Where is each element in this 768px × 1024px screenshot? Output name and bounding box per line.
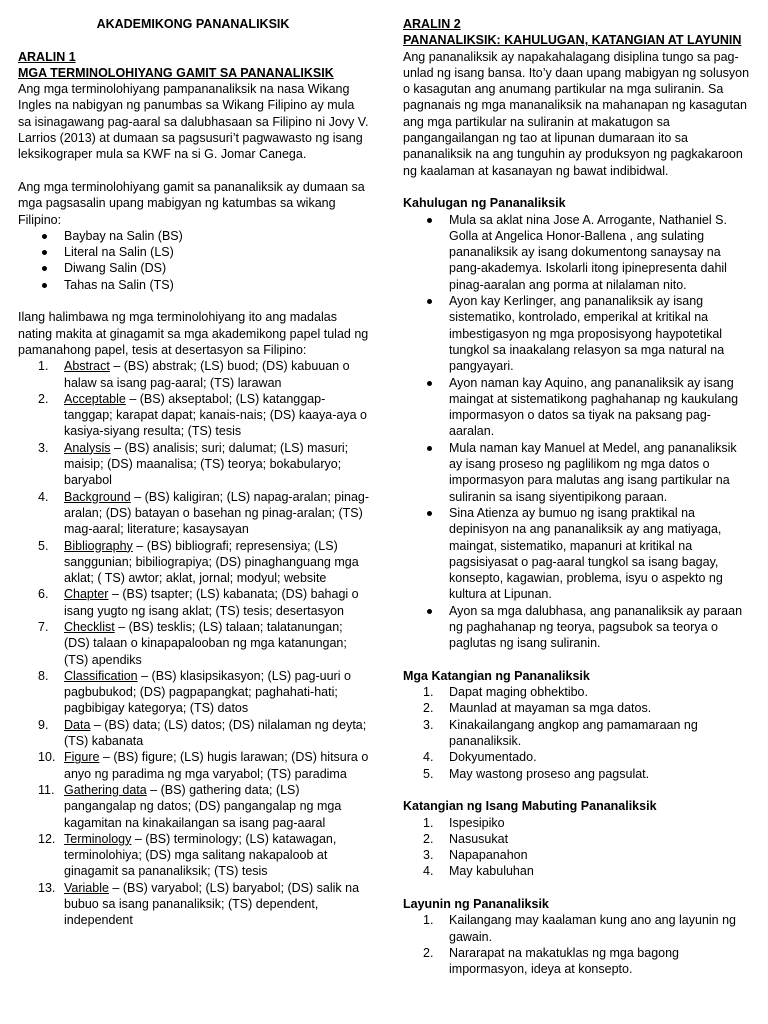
right-column bbox=[403, 16, 753, 978]
list-item bbox=[403, 847, 753, 863]
lesson-2-label: ARALIN 2 bbox=[403, 17, 461, 31]
term-name: Bibliography bbox=[64, 538, 133, 553]
list-item bbox=[18, 880, 370, 929]
list-item bbox=[403, 863, 753, 879]
lesson-1-label: ARALIN 1 bbox=[18, 49, 76, 64]
list-item: Tahas na Salin (TS) bbox=[18, 277, 370, 293]
term-name: Variable bbox=[64, 880, 109, 895]
list-item bbox=[403, 831, 753, 847]
list-item: Diwang Salin (DS) bbox=[18, 260, 370, 276]
item-text: Maunlad at mayaman sa mga datos. bbox=[449, 701, 652, 716]
term-name: Terminology bbox=[64, 831, 132, 846]
layunin-heading: Layunin ng Pananaliksik bbox=[403, 897, 549, 912]
kahulugan-list bbox=[403, 212, 753, 652]
list-item: Mula naman kay Manuel at Medel, ang pananaliksik ay isang proseso ng paglilikom ng mga datos o impormasyon para malutas ang isang partikular na suliranin sa isang siyentipikong paraan. bbox=[403, 440, 753, 505]
item-text: May wastong proseso ang pagsulat. bbox=[449, 766, 650, 781]
item-text: Kailangang may kaalaman kung ano ang layunin ng gawain. bbox=[449, 913, 737, 944]
term-name: Chapter bbox=[64, 587, 109, 602]
term-name: Checklist bbox=[64, 619, 115, 634]
term-definition: – (BS) data; (LS) datos; (DS) nilalaman ng deyta; (TS) kabanata bbox=[64, 717, 367, 749]
item-number: 1. bbox=[423, 913, 434, 928]
item-text: Dapat maging obhektibo. bbox=[449, 685, 588, 700]
item-number: 13. bbox=[38, 880, 56, 895]
list-item bbox=[403, 717, 753, 750]
list-item bbox=[403, 912, 753, 945]
lesson-1-intro: Ang mga terminolohiyang pampananaliksik na nasa Wikang Ingles na nabigyan ng panumbas sa Wikang Filipino ay mula sa isinagawang pag-aaral sa dalubhasaan sa Filipino ni Jovy V. Larrios (2013) at dumaan sa pagsusuri’t pagwawasto ng isang leksikograper mula sa KWF na si G. Jomar Canega. bbox=[18, 82, 369, 162]
list-item: Ayon sa mga dalubhasa, ang pananaliksik ay paraan ng paghahanap ng teorya, pagsubok sa teorya o paglutas ng isang suliranin. bbox=[403, 603, 753, 652]
item-text: Ispesipiko bbox=[449, 815, 505, 830]
term-definition: – (BS) analisis; suri; dalumat; (LS) masuri; maisip; (DS) maanalisa; (TS) teorya; bokabularyo; baryabol bbox=[64, 440, 349, 488]
item-number: 4. bbox=[38, 489, 49, 504]
term-definition: – (BS) tsapter; (LS) kabanata; (DS) bahagi o isang yugto ng isang aklat; (TS) tesis; desertasyon bbox=[64, 587, 359, 618]
term-definition: – (BS) figure; (LS) hugis larawan; (DS) hitsura o anyo ng paradima ng mga varyabol; (TS) paradima bbox=[64, 750, 369, 781]
layunin-list bbox=[403, 912, 753, 977]
list-item bbox=[18, 749, 370, 782]
item-number: 2. bbox=[423, 945, 434, 960]
term-name: Figure bbox=[64, 750, 100, 765]
item-number: 4. bbox=[423, 864, 434, 879]
list-item bbox=[403, 766, 753, 782]
term-definition: – (BS) abstrak; (LS) buod; (DS) kabuuan o halaw sa isang pag-aaral; (TS) larawan bbox=[64, 359, 350, 390]
item-number: 1. bbox=[423, 815, 434, 830]
term-definition: – (BS) kaligiran; (LS) napag-aralan; pinag-aralan; (DS) batayan o basehan ng pinag-aralan; (TS) mag-aaral; literature; kasaysayan bbox=[64, 489, 370, 537]
mabuting-pananaliksik-list bbox=[403, 815, 753, 880]
list-item bbox=[18, 358, 370, 391]
list-item bbox=[18, 717, 370, 750]
item-number: 1. bbox=[38, 359, 49, 374]
list-item bbox=[18, 831, 370, 880]
item-number: 9. bbox=[38, 717, 49, 732]
list-item: Mula sa aklat nina Jose A. Arrogante, Nathaniel S. Golla at Angelica Honor-Ballena , ang sulating pananaliksik ay isang dokumentong sanaysay na pang-akademya. Iskolarli itong ipinepresenta dahil pinag-aaralan ang porma at nilalaman nito. bbox=[403, 212, 753, 293]
item-number: 6. bbox=[38, 587, 49, 602]
term-definition: – (BS) klasipsikasyon; (LS) pag-uuri o pagbubukod; (DS) pagpapangkat; paghahati-hati; pagbibigay kategorya; (TS) datos bbox=[64, 668, 351, 716]
list-item bbox=[18, 391, 370, 440]
item-text: Kinakailangang angkop ang pamamaraan ng pananaliksik. bbox=[449, 717, 698, 749]
list-item bbox=[403, 945, 753, 978]
term-name: Gathering data bbox=[64, 782, 147, 797]
list-item: Ayon kay Kerlinger, ang pananaliksik ay isang sistematiko, kontrolado, emperikal at kritikal na imbestigasyon ng mga proposisyong haypotetikal tungkol sa inaakalang relasyon sa mga natural na pangyayari. bbox=[403, 293, 753, 374]
list-item: Sina Atienza ay bumuo ng isang praktikal na depinisyon na ang pananaliksik ay ang matiyaga, maingat, sistematiko, mapanuri at kritikal na pagsisiyasat o pag-aaral tungkol sa isang bagay, konsepto, kagawian, problema, isyu o aspekto ng kultura at Lipunan. bbox=[403, 505, 753, 603]
item-number: 2. bbox=[423, 701, 434, 716]
term-name: Classification bbox=[64, 668, 138, 683]
term-definition: – (BS) varyabol; (LS) baryabol; (DS) salik na bubuo sa isang pananaliksik; (TS) dependent, independent bbox=[64, 880, 360, 928]
item-number: 1. bbox=[423, 685, 434, 700]
lesson-2-intro: Ang pananaliksik ay napakahalagang disiplina tungo sa pag-unlad ng isang bansa. Ito’y daan upang mabigyan ng solusyon o kasagutan ang anumang partikular na mga suliranin. Sa pagnanais ng mga mananaliksik na mahanapan ng kasagutan ang mga partikular na suliranin at makatugon sa pangangailangan ng tao at lipunan dumaraan ito sa pananaliksik na ang tunguhin ay produksyon ng pagkakaroon ng kaalaman at kasanayan ng bawat indibidwal. bbox=[403, 49, 750, 178]
list-item bbox=[18, 668, 370, 717]
list-item: Baybay na Salin (BS) bbox=[18, 228, 370, 244]
term-definition: – (BS) tesklis; (LS) talaan; talatanungan; (DS) talaan o kinapapalooban ng mga katanungan; (TS) apendiks bbox=[64, 619, 347, 667]
list-item bbox=[403, 749, 753, 765]
item-number: 7. bbox=[38, 619, 49, 634]
item-number: 2. bbox=[38, 391, 49, 406]
lesson-1-para2: Ang mga terminolohiyang gamit sa pananaliksik ay dumaan sa mga pagsasalin upang mabigyan ng katumbas sa wikang Filipino: bbox=[18, 179, 365, 227]
lesson-1-para3: Ilang halimbawa ng mga terminolohiyang ito ang madalas nating makita at ginagamit sa mga akademikong papel tulad ng pamanahong papel, tesis at desertasyon sa Filipino: bbox=[18, 310, 369, 357]
item-text: Dokyumentado. bbox=[449, 750, 537, 765]
item-text: Napapanahon bbox=[449, 848, 528, 863]
item-number: 5. bbox=[423, 766, 434, 781]
salin-types-list bbox=[18, 228, 370, 293]
item-number: 11. bbox=[38, 782, 55, 797]
term-name: Data bbox=[64, 717, 91, 732]
term-name: Background bbox=[64, 489, 131, 504]
lesson-2-title: PANANALIKSIK: KAHULUGAN, KATANGIAN AT LAYUNIN bbox=[403, 33, 742, 48]
term-name: Acceptable bbox=[64, 391, 126, 406]
list-item: Ayon naman kay Aquino, ang pananaliksik ay isang maingat at sistematikong paghahanap ng kaukulang impormasyon o datos sa tiyak na paksang pag-aaralan. bbox=[403, 375, 753, 440]
list-item bbox=[403, 815, 753, 831]
item-number: 8. bbox=[38, 668, 49, 683]
term-definition: – (BS) terminology; (LS) katawagan, terminolohiya; (DS) mga salitang nakapaloob at ginagamit sa pananaliksik; (TS) tesis bbox=[64, 831, 337, 879]
list-item bbox=[18, 538, 370, 587]
item-number: 3. bbox=[423, 848, 434, 863]
item-number: 2. bbox=[423, 831, 434, 846]
item-text: Nasusukat bbox=[449, 831, 509, 846]
item-text: May kabuluhan bbox=[449, 864, 534, 879]
item-number: 10. bbox=[38, 750, 56, 765]
mabuting-pananaliksik-heading: Katangian ng Isang Mabuting Pananaliksik bbox=[403, 799, 657, 814]
list-item bbox=[403, 684, 753, 700]
kahulugan-heading: Kahulugan ng Pananaliksik bbox=[403, 196, 566, 211]
list-item: Literal na Salin (LS) bbox=[18, 244, 370, 260]
lesson-1-title: MGA TERMINOLOHIYANG GAMIT SA PANANALIKSIK bbox=[18, 65, 334, 80]
list-item bbox=[18, 782, 370, 831]
list-item bbox=[18, 586, 370, 619]
item-number: 3. bbox=[38, 440, 49, 455]
terms-list bbox=[18, 358, 370, 928]
katangian-heading: Mga Katangian ng Pananaliksik bbox=[403, 668, 590, 683]
item-number: 3. bbox=[423, 717, 434, 732]
term-name: Abstract bbox=[64, 359, 110, 374]
term-definition: – (BS) gathering data; (LS) pangangalap ng datos; (DS) pangangalap ng mga kagamitan na kinakailangan sa isang pag-aaral bbox=[64, 782, 342, 830]
item-number: 12. bbox=[38, 831, 56, 846]
list-item bbox=[18, 619, 370, 668]
list-item bbox=[403, 700, 753, 716]
item-number: 5. bbox=[38, 538, 49, 553]
term-definition: – (BS) bibliografi; represensiya; (LS) sanggunian; bibiliograpiya; (DS) pinaghanguang mga aklat; ( TS) awtor; aklat, jornal; modyul; website bbox=[64, 538, 359, 586]
list-item bbox=[18, 440, 370, 489]
item-text: Nararapat na makatuklas ng mga bagong impormasyon, ideya at konsepto. bbox=[449, 945, 680, 977]
katangian-list bbox=[403, 684, 753, 782]
term-name: Analysis bbox=[64, 440, 111, 455]
term-definition: – (BS) akseptabol; (LS) katanggap-tanggap; karapat dapat; kanais-nais; (DS) kaaya-aya o kasiya-siyang resulta; (TS) tesis bbox=[64, 391, 367, 439]
document-title: AKADEMIKONG PANANALIKSIK bbox=[96, 17, 290, 31]
item-number: 4. bbox=[423, 750, 434, 765]
list-item bbox=[18, 489, 370, 538]
left-column bbox=[18, 16, 370, 929]
